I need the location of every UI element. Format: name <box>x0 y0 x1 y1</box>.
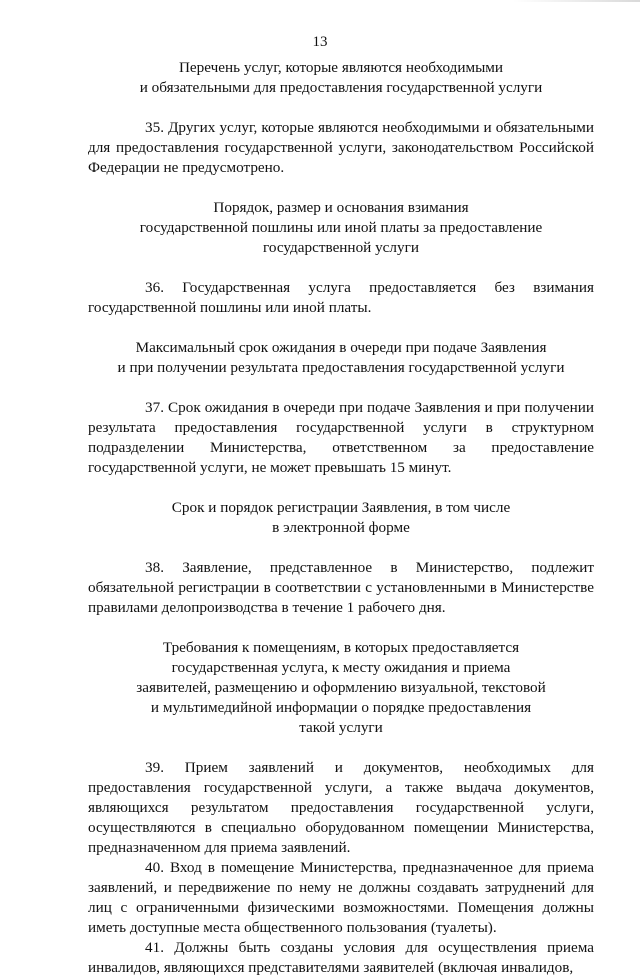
section-heading-queue-time <box>88 338 594 378</box>
paragraph-36: 36. Государственная услуга предоставляется без взимания государственной пошлины или иной платы. <box>88 279 594 316</box>
section-heading-premises <box>88 638 594 738</box>
paragraph-41: 41. Должны быть созданы условия для осуществления приема инвалидов, являющихся представителями заявителей (включая инвалидов, <box>88 939 594 976</box>
document-body <box>88 58 594 978</box>
heading-line: и при получении результата предоставления государственной услуги <box>117 359 565 376</box>
paragraph-35: 35. Других услуг, которые являются необходимыми и обязательными для предоставления государственной услуги, законодательством Российской Федерации не предусмотрено. <box>88 119 594 176</box>
heading-line: Порядок, размер и основания взимания <box>213 199 469 216</box>
heading-line: государственная услуга, к месту ожидания и приема <box>171 659 511 676</box>
heading-line: и мультимедийной информации о порядке предоставления <box>150 699 532 716</box>
heading-line: Срок и порядок регистрации Заявления, в том числе <box>171 499 511 516</box>
heading-line: заявителей, размещению и оформлению визуальной, текстовой <box>136 679 546 696</box>
section-heading-registration <box>88 498 594 538</box>
page-number: 13 <box>312 34 328 50</box>
section-heading-required-services <box>88 58 594 98</box>
heading-line: государственной пошлины или иной платы за предоставление <box>139 219 543 236</box>
heading-line: Требования к помещениям, в которых предоставляется <box>162 639 520 656</box>
heading-line: Максимальный срок ожидания в очереди при подаче Заявления <box>135 339 547 356</box>
paragraph-37: 37. Срок ожидания в очереди при подаче Заявления и при получении результата предоставления государственной услуги в структурном подразделении Министерства, ответственном за предоставление государственной услуги, не может превышать 15 минут. <box>88 399 594 476</box>
section-heading-fees <box>88 198 594 258</box>
scan-edge <box>0 0 640 2</box>
heading-line: в электронной форме <box>272 519 410 536</box>
heading-line: и обязательными для предоставления государственной услуги <box>139 79 543 96</box>
paragraph-40: 40. Вход в помещение Министерства, предназначенное для приема заявлений, и передвижение по нему не должны создавать затруднений для лиц с ограниченными физическими возможностями. Помещения должны иметь доступные места общественного пользования (туалеты). <box>88 859 594 936</box>
paragraph-39: 39. Прием заявлений и документов, необходимых для предоставления государственной услуги, а также выдача документов, являющихся результатом предоставления государственной услуги, осуществляются в специально оборудованном помещении Министерства, предназначенном для приема заявлений. <box>88 759 594 856</box>
paragraph-38: 38. Заявление, представленное в Министерство, подлежит обязательной регистрации в соответствии с установленными в Министерстве правилами делопроизводства в течение 1 рабочего дня. <box>88 559 594 616</box>
heading-line: Перечень услуг, которые являются необходимыми <box>178 59 504 76</box>
heading-line: такой услуги <box>299 719 383 736</box>
heading-line: государственной услуги <box>263 239 419 256</box>
